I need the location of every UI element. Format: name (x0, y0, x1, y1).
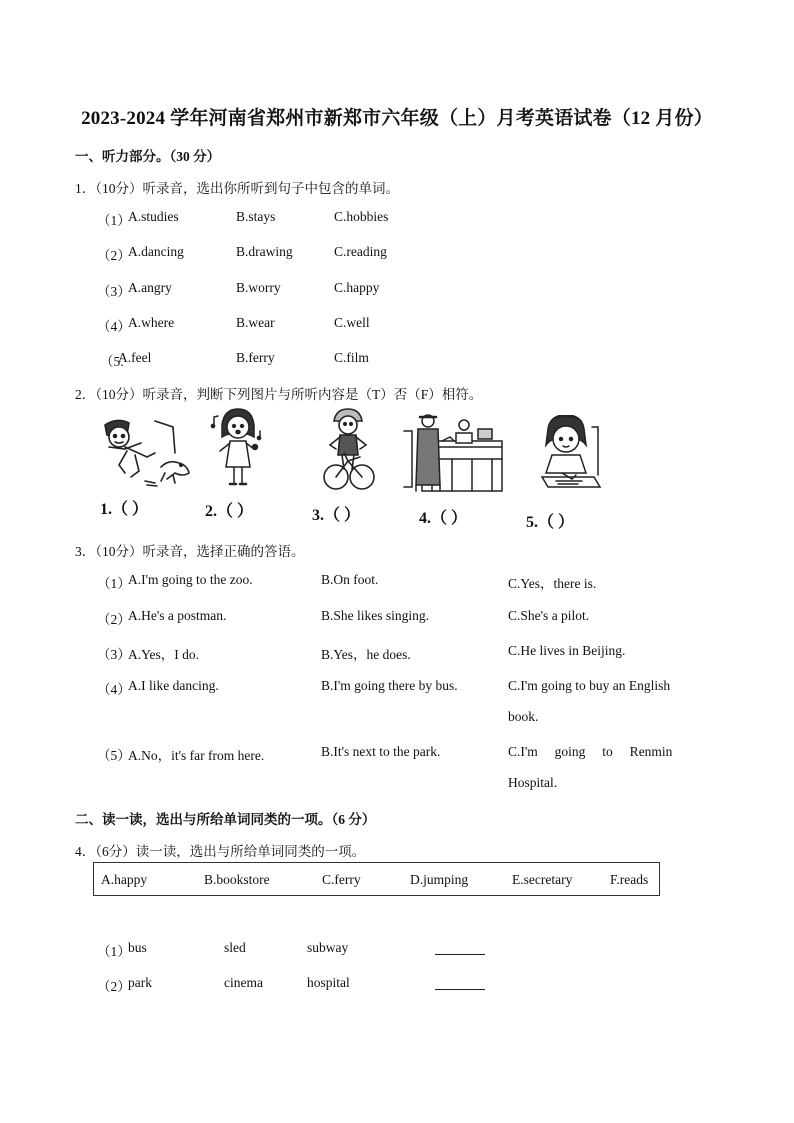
word-option-e: E.secretary (512, 872, 573, 887)
q3-item-4-option-c-continued: book. (508, 709, 539, 724)
q1-item-2-option-b[interactable]: B.drawing (236, 244, 293, 259)
q1-item-5-number: （5. (100, 354, 124, 369)
word-option-d: D.jumping (410, 872, 469, 887)
question-2-pictures (90, 405, 720, 535)
q1-item-1-option-b[interactable]: B.stays (236, 209, 276, 224)
q2-label-1: 1.（ ） (100, 501, 149, 518)
q1-item-2-option-c[interactable]: C.reading (334, 244, 387, 259)
q1-item-4-option-a[interactable]: A.where (128, 315, 175, 330)
q1-item-1-number: （1） (97, 213, 131, 228)
question-1-stem: 1．（10分）听录音，选出你所听到句子中包含的单词。 (75, 181, 399, 196)
word-option-a: A.happy (101, 872, 148, 887)
q3-item-1-option-b[interactable]: B.On foot. (321, 572, 379, 587)
q1-item-1-option-a[interactable]: A.studies (128, 209, 179, 224)
q3-item-1-option-a[interactable]: A.I'm going to the zoo. (128, 572, 253, 587)
girl-singing-icon (208, 407, 268, 489)
q1-item-5-option-a[interactable]: A.feel (118, 350, 152, 365)
q1-item-3-option-b[interactable]: B.worry (236, 280, 281, 295)
q3-item-3-option-c[interactable]: C.He lives in Beijing. (508, 643, 626, 658)
word-option-f: F.reads (610, 872, 649, 887)
q3-item-4-option-b[interactable]: B.I'm going there by bus. (321, 678, 458, 693)
q3-item-2-number: （2） (97, 612, 131, 627)
q3-item-5-option-c-continued: Hospital. (508, 775, 558, 790)
q1-item-3-option-c[interactable]: C.happy (334, 280, 380, 295)
q4-item-1-number: （1） (97, 944, 131, 959)
q4-item-1-word-1: bus (128, 940, 147, 955)
word-bank-box (93, 862, 660, 896)
q1-item-2-option-a[interactable]: A.dancing (128, 244, 184, 259)
q3-item-4-number: （4） (97, 682, 131, 697)
q3-item-1-option-c[interactable]: C.Yes，there is. (508, 576, 597, 591)
q2-label-5: 5.（ ） (526, 514, 575, 531)
q4-item-2-number: （2） (97, 979, 131, 994)
q3-item-4-option-c[interactable]: C.I'm going to buy an English (508, 678, 671, 693)
q2-label-2: 2.（ ） (205, 503, 254, 520)
q3-item-5-option-a[interactable]: A.No，it's far from here. (128, 748, 265, 763)
question-4-stem: 4．（6分）读一读，选出与所给单词同类的一项。 (75, 844, 366, 859)
q4-item-1-word-3: subway (307, 940, 349, 955)
q1-item-3-option-a[interactable]: A.angry (128, 280, 172, 295)
q1-item-3-number: （3） (97, 284, 131, 299)
question-3-stem: 3．（10分）听录音，选择正确的答语。 (75, 544, 305, 559)
word-option-b: B.bookstore (204, 872, 270, 887)
q1-item-4-option-b[interactable]: B.wear (236, 315, 275, 330)
q1-item-2-number: （2） (97, 248, 131, 263)
word-option-c: C.ferry (322, 872, 361, 887)
q4-item-2-answer-blank[interactable] (435, 975, 485, 990)
section-1-heading: 一、听力部分。（30 分） (75, 149, 221, 164)
q4-item-1-word-2: sled (224, 940, 246, 955)
q3-item-3-option-b[interactable]: B.Yes，he does. (321, 647, 411, 662)
girl-writing-icon (532, 415, 608, 495)
q4-item-2-word-1: park (128, 975, 152, 990)
q3-item-4-option-a[interactable]: A.I like dancing. (128, 678, 219, 693)
q1-item-5-option-b[interactable]: B.ferry (236, 350, 275, 365)
q1-item-1-option-c[interactable]: C.hobbies (334, 209, 389, 224)
q3-item-3-number: （3） (97, 647, 131, 662)
boy-riding-bike-icon (320, 407, 376, 493)
people-at-counter-icon (402, 411, 506, 493)
q2-label-3: 3.（ ） (312, 507, 361, 524)
section-2-heading: 二、读一读，选出与所给单词同类的一项。（6 分） (75, 812, 376, 827)
q3-item-5-number: （5） (97, 748, 131, 763)
q1-item-5-option-c[interactable]: C.film (334, 350, 369, 365)
q1-item-4-option-c[interactable]: C.well (334, 315, 370, 330)
question-2-stem: 2．（10分）听录音，判断下列图片与所听内容是（T）否（F）相符。 (75, 387, 483, 402)
q2-label-4: 4.（ ） (419, 510, 468, 527)
page-title: 2023-2024 学年河南省郑州市新郑市六年级（上）月考英语试卷（12 月份） (81, 108, 713, 129)
q3-item-2-option-c[interactable]: C.She's a pilot. (508, 608, 590, 623)
q3-item-2-option-a[interactable]: A.He's a postman. (128, 608, 227, 623)
q3-item-5-option-b[interactable]: B.It's next to the park. (321, 744, 441, 759)
q4-item-2-word-2: cinema (224, 975, 263, 990)
boy-falling-with-dog-icon (95, 413, 195, 488)
q3-item-1-number: （1） (97, 576, 131, 591)
q1-item-4-number: （4） (97, 319, 131, 334)
q3-item-5-option-c[interactable]: C.I'm going to Renmin (508, 744, 673, 759)
q4-item-1-answer-blank[interactable] (435, 940, 485, 955)
q3-item-2-option-b[interactable]: B.She likes singing. (321, 608, 430, 623)
q4-item-2-word-3: hospital (307, 975, 350, 990)
q3-item-3-option-a[interactable]: A.Yes，I do. (128, 647, 200, 662)
